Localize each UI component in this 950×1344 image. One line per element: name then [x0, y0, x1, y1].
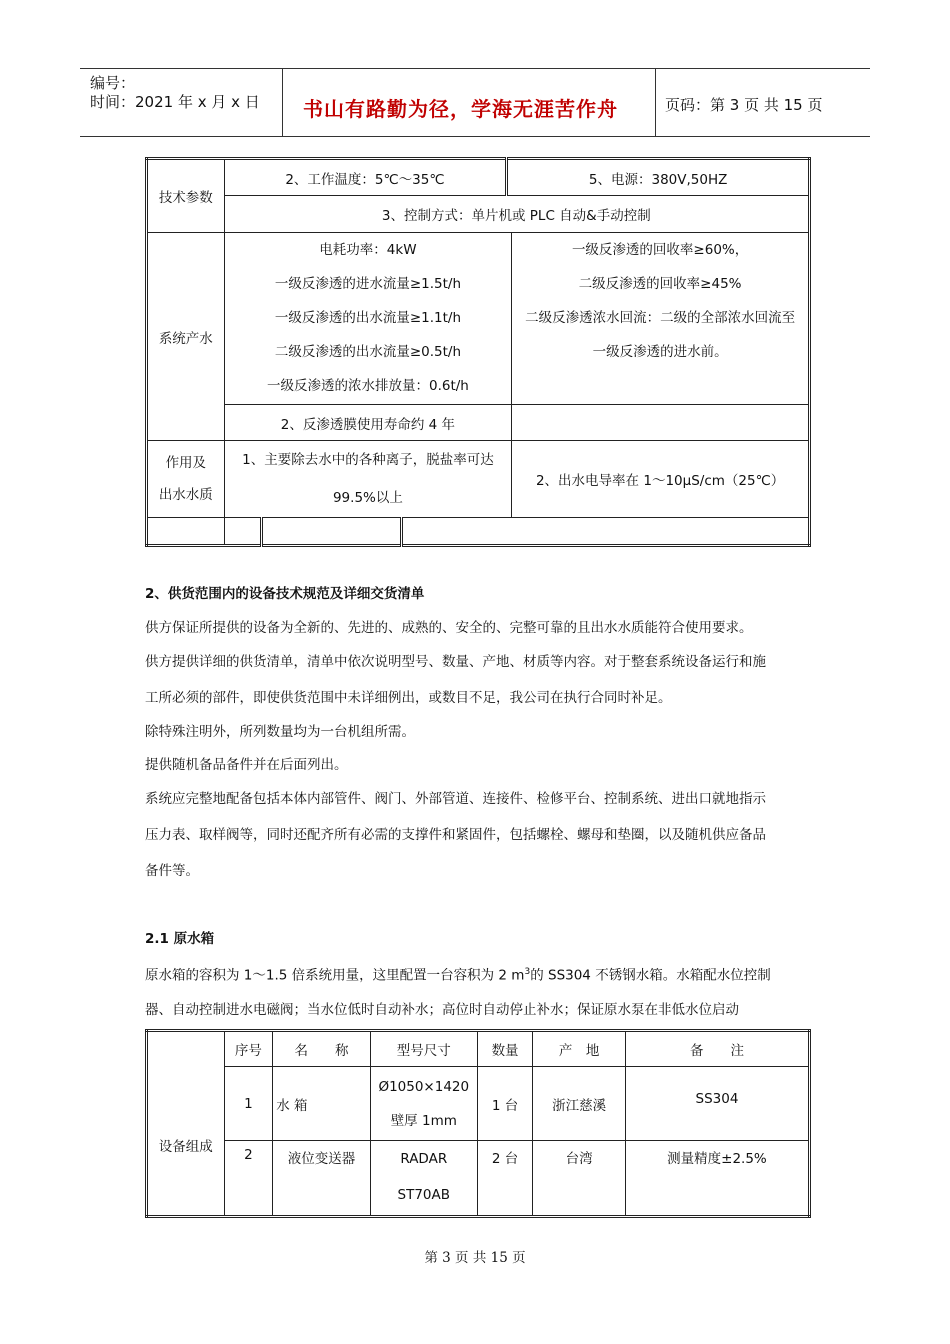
equipment-group-label: 设备组成 [147, 1031, 225, 1217]
row1-no: 1 [224, 1067, 273, 1141]
control-cell: 3、控制方式：单片机或 PLC 自动&手动控制 [224, 196, 809, 233]
row2-origin: 台湾 [533, 1141, 626, 1217]
effect-left-line-2: 99.5%以上 [332, 490, 403, 506]
empty-cell-d [262, 518, 401, 546]
effect-left [224, 441, 512, 518]
header-model: 型号尺寸 [370, 1031, 477, 1067]
tech-params-label: 技术参数 [147, 159, 225, 233]
row2-name: 液位变送器 [273, 1141, 371, 1217]
first-stage-outflow: 一级反渗透的出水流量≥1.1t/h [274, 310, 462, 326]
work-temp-cell: 2、工作温度：5℃～35℃ [224, 159, 507, 196]
header-time: 时间：2021 年 x 月 x 日 [90, 93, 260, 111]
row1-model-line-2: 壁厚 1mm [390, 1112, 457, 1129]
first-stage-concentrate: 一级反渗透的浓水排放量：0.6t/h [266, 378, 469, 394]
section21-p1a-sup: 3 [524, 967, 531, 977]
section2-p4: 提供随机备品备件并在后面列出。 [145, 757, 348, 773]
header-bottom-line [80, 136, 870, 137]
header-qty: 数量 [477, 1031, 533, 1067]
row2-model-line-2: ST70AB [397, 1187, 451, 1203]
header-divider-1 [282, 68, 283, 136]
empty-cell-b [147, 518, 225, 546]
row2-model [370, 1141, 477, 1217]
second-stage-outflow: 二级反渗透的出水流量≥0.5t/h [274, 344, 462, 360]
concentrate-return-1: 二级反渗透浓水回流：二级的全部浓水回流至 [525, 310, 796, 326]
system-output-label: 系统产水 [147, 233, 225, 441]
empty-cell-c [224, 518, 262, 546]
system-output-left [224, 233, 512, 405]
table-row [147, 1141, 810, 1217]
spec-table [145, 157, 811, 547]
equipment-table [145, 1029, 811, 1218]
section2-p5a: 系统应完整地配备包括本体内部管件、阀门、外部管道、连接件、检修平台、控制系统、进出口就地指示 [145, 791, 766, 807]
section2-p5b: 压力表、取样阀等，同时还配齐所有必需的支撑件和紧固件，包括螺栓、螺母和垫圈，以及随机供应备品 [145, 827, 766, 843]
table-row [147, 1067, 810, 1141]
header-origin: 产 地 [533, 1031, 626, 1067]
row2-model-line-1: RADAR [400, 1151, 448, 1167]
header-slogan: 书山有路勤为径，学海无涯苦作舟 [303, 97, 618, 121]
row1-note: SS304 [625, 1067, 809, 1141]
section2-p5c: 备件等。 [145, 863, 199, 879]
concentrate-return-2: 一级反渗透的进水前。 [592, 344, 728, 360]
section2-p1: 供方保证所提供的设备为全新的、先进的、成熟的、安全的、完整可靠的且出水水质能符合使用要求。 [145, 620, 753, 636]
section2-heading: 2、供货范围内的设备技术规范及详细交货清单 [145, 586, 425, 602]
header-page-label: 页码：第 3 页 共 15 页 [665, 96, 823, 114]
effect-label-line-1: 作用及 [165, 455, 207, 471]
row2-qty: 2 台 [477, 1141, 533, 1217]
section21-heading: 2.1 原水箱 [145, 931, 215, 947]
header-number: 编号： [90, 74, 136, 92]
row1-model-line-1: Ø1050×1420 [378, 1078, 470, 1095]
row1-name: 水 箱 [273, 1067, 371, 1141]
first-stage-recovery: 一级反渗透的回收率≥60%， [571, 242, 749, 258]
header-top-line [80, 68, 870, 69]
section21-p1a [145, 962, 771, 986]
row2-no: 2 [224, 1141, 273, 1217]
header-note: 备 注 [625, 1031, 809, 1067]
row1-qty: 1 台 [477, 1067, 533, 1141]
power-consumption: 电耗功率：4kW [319, 242, 417, 258]
effect-left-line-1: 1、主要除去水中的各种离子，脱盐率可达 [242, 452, 494, 468]
header-no: 序号 [224, 1031, 273, 1067]
section2-p3: 除特殊注明外，所列数量均为一台机组所需。 [145, 724, 415, 740]
effect-label-line-2: 出水水质 [158, 487, 213, 503]
membrane-life-cell: 2、反渗透膜使用寿命约 4 年 [224, 405, 512, 441]
second-stage-recovery: 二级反渗透的回收率≥45% [578, 276, 742, 292]
empty-cell-a [512, 405, 810, 441]
row2-note: 测量精度±2.5% [625, 1141, 809, 1217]
page-footer: 第 3 页 共 15 页 [424, 1250, 526, 1266]
system-output-right [512, 233, 810, 405]
effect-right: 2、出水电导率在 1～10μS/cm（25℃） [512, 441, 810, 518]
section21-p1a-post: 的 SS304 不锈钢水箱。水箱配水位控制 [530, 967, 771, 984]
effect-label [147, 441, 225, 518]
empty-cell-e [401, 518, 809, 546]
header-divider-2 [655, 68, 656, 136]
row1-origin: 浙江慈溪 [533, 1067, 626, 1141]
section21-p1b: 器、自动控制进水电磁阀；当水位低时自动补水；高位时自动停止补水；保证原水泵在非低水位启动 [145, 1002, 739, 1018]
header-name: 名 称 [273, 1031, 371, 1067]
first-stage-inflow: 一级反渗透的进水流量≥1.5t/h [274, 276, 462, 292]
row1-model [370, 1067, 477, 1141]
section2-p2a: 供方提供详细的供货清单，清单中依次说明型号、数量、产地、材质等内容。对于整套系统设备运行和施 [145, 654, 766, 670]
section21-p1a-pre: 原水箱的容积为 1～1.5 倍系统用量，这里配置一台容积为 2 m [145, 967, 525, 984]
power-cell: 5、电源：380V,50HZ [507, 159, 810, 196]
section2-p2b: 工所必须的部件，即使供货范围中未详细例出，或数目不足，我公司在执行合同时补足。 [145, 690, 672, 706]
